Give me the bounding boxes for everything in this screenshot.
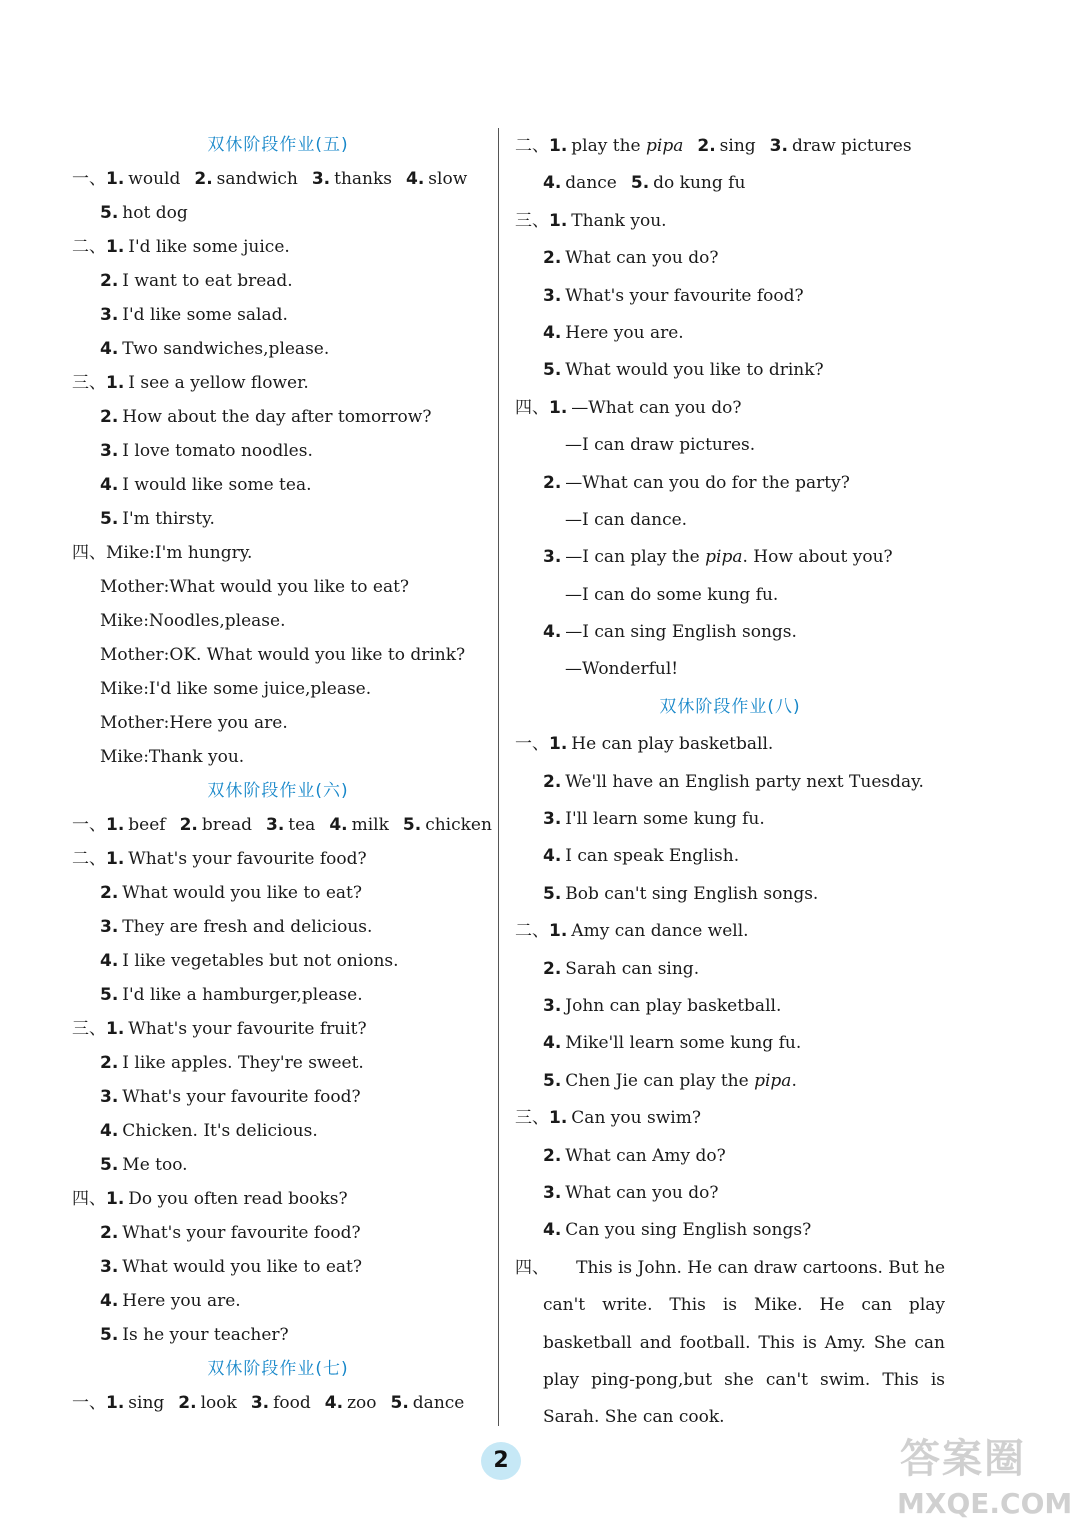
answer-line	[72, 808, 492, 842]
answer-text: I'd like a hamburger,please.	[122, 985, 363, 1005]
item-number: 2.	[194, 169, 213, 189]
answer-text: What's your favourite food?	[565, 285, 804, 306]
answer-line	[515, 128, 945, 165]
answer-text: I like apples. They're sweet.	[122, 1053, 364, 1073]
page-number: 2	[481, 1442, 521, 1480]
part-marker: 四、	[515, 397, 549, 418]
item-number: 5.	[100, 1155, 119, 1175]
item-number: 3.	[250, 1393, 270, 1413]
answer-text: beef	[128, 815, 166, 835]
item-number: 1.	[106, 1189, 125, 1209]
part-marker: 一、	[72, 1393, 106, 1413]
answer-text: Is he your teacher?	[122, 1325, 289, 1345]
item-number: 1.	[549, 1108, 568, 1129]
item-number: 3.	[311, 169, 331, 189]
answer-text: I'd like some juice.	[128, 237, 290, 257]
answer-text: milk	[351, 815, 389, 835]
item-number: 4.	[100, 475, 119, 495]
answer-line	[515, 1175, 945, 1212]
item-number: 4.	[324, 1393, 344, 1413]
answer-text: Here you are.	[122, 1291, 241, 1311]
answer-text: bread	[201, 815, 252, 835]
answer-text: Do you often read books?	[128, 1189, 348, 1209]
item-number: 1.	[106, 1393, 125, 1413]
item-number: 4.	[543, 322, 562, 343]
answer-line	[72, 876, 484, 910]
answer-text: How about the day after tomorrow?	[122, 407, 432, 427]
answer-line	[72, 978, 484, 1012]
dialogue-line: Mike:Noodles,please.	[100, 611, 286, 631]
dialogue-line	[515, 539, 945, 576]
item-number: 1.	[106, 849, 125, 869]
item-number: 3.	[100, 1087, 119, 1107]
answer-text: Two sandwiches,please.	[122, 339, 330, 359]
item-number: 4.	[100, 1121, 119, 1141]
answer-text: pipa	[705, 547, 743, 568]
answer-text: John can play basketball.	[565, 995, 782, 1016]
answer-line	[72, 196, 484, 230]
watermark-text: MXQE.COM	[897, 1487, 1072, 1520]
answer-line	[72, 400, 484, 434]
answer-line	[515, 315, 945, 352]
item-number: 5.	[630, 173, 650, 194]
item-number: 2.	[543, 958, 562, 979]
part-marker: 三、	[72, 1019, 106, 1039]
answer-line	[72, 1386, 484, 1420]
item-number: 1.	[106, 373, 125, 393]
answer-text: look	[200, 1393, 237, 1413]
item-number: 5.	[543, 883, 562, 904]
dialogue-line: Mother:Here you are.	[100, 713, 288, 733]
answer-text: What can you do?	[565, 248, 719, 269]
section-title: 双休阶段作业(五)	[207, 135, 349, 155]
answer-line	[72, 468, 484, 502]
answer-text: He can play basketball.	[571, 734, 774, 755]
answer-text: thanks	[334, 169, 392, 189]
answer-line	[515, 352, 945, 389]
dialogue-line	[515, 390, 945, 427]
answer-text: chicken	[425, 815, 492, 835]
section-title: 双休阶段作业(八)	[659, 696, 801, 717]
part-marker: 三、	[515, 210, 549, 231]
answer-text: I see a yellow flower.	[128, 373, 309, 393]
answer-text: dance	[565, 173, 617, 194]
answer-line	[515, 1212, 945, 1249]
answer-text: I can speak English.	[565, 846, 740, 867]
answer-text: We'll have an English party next Tuesday.	[565, 771, 924, 792]
answer-line	[72, 434, 484, 468]
dialogue-line	[515, 614, 945, 651]
answer-text: What can you do?	[565, 1182, 719, 1203]
item-number: 2.	[100, 1053, 119, 1073]
item-number: 4.	[543, 173, 562, 194]
item-number: 2.	[179, 815, 198, 835]
answer-text: pipa	[646, 136, 684, 156]
left-column	[72, 128, 492, 1420]
item-number: 3.	[100, 305, 119, 325]
item-number: 2.	[100, 1223, 119, 1243]
item-number: 2.	[100, 883, 119, 903]
answer-text: Mike:I'm hungry.	[106, 543, 253, 563]
answer-text: Thank you.	[571, 210, 667, 231]
answer-text: What would you like to drink?	[565, 360, 824, 381]
part-marker: 一、	[515, 734, 549, 755]
item-number: 2.	[100, 271, 119, 291]
answer-line	[72, 1046, 484, 1080]
answer-text: food	[273, 1393, 311, 1413]
part-marker: 四、	[515, 1257, 550, 1278]
answer-text: They are fresh and delicious.	[122, 917, 373, 937]
answer-text: —What can you do for the party?	[565, 472, 850, 493]
answer-line	[72, 162, 484, 196]
item-number: 5.	[100, 509, 119, 529]
answer-line	[72, 1080, 484, 1114]
answer-line	[515, 278, 945, 315]
answer-text: What's your favourite food?	[122, 1223, 361, 1243]
answer-line	[515, 838, 945, 875]
item-number: 3.	[100, 917, 119, 937]
item-number: 2.	[543, 472, 562, 493]
part-marker: 三、	[515, 1108, 549, 1129]
part-marker: 二、	[515, 921, 549, 942]
answer-text: I would like some tea.	[122, 475, 312, 495]
part-marker: 一、	[72, 815, 106, 835]
answer-text: Mike'll learn some kung fu.	[565, 1033, 802, 1054]
item-number: 1.	[549, 734, 568, 755]
answer-text: I want to eat bread.	[122, 271, 293, 291]
watermark-text: 答案圈	[900, 1436, 1026, 1482]
answer-text: I'm thirsty.	[122, 509, 215, 529]
answer-text: sing	[719, 136, 756, 156]
answer-text: I like vegetables but not onions.	[122, 951, 399, 971]
answer-text: zoo	[347, 1393, 377, 1413]
answer-line	[515, 913, 945, 950]
answer-line	[515, 240, 945, 277]
answer-text: dance	[412, 1393, 465, 1413]
item-number: 2.	[178, 1393, 197, 1413]
dialogue-line: —Wonderful!	[565, 659, 679, 680]
answer-line	[72, 230, 484, 264]
answer-text: Can you swim?	[571, 1108, 701, 1129]
column-divider	[498, 128, 499, 1426]
item-number: 4.	[329, 815, 348, 835]
dialogue-line: —I can dance.	[565, 509, 688, 530]
item-number: 1.	[549, 397, 568, 418]
answer-line	[72, 944, 484, 978]
answer-line	[72, 1148, 484, 1182]
answer-text: slow	[428, 169, 468, 189]
item-number: 1.	[106, 169, 125, 189]
item-number: 1.	[549, 210, 568, 231]
answer-text: Sarah can sing.	[565, 958, 700, 979]
answer-line	[72, 366, 484, 400]
answer-line	[515, 988, 945, 1025]
answer-line	[515, 1063, 945, 1100]
answer-line	[72, 1284, 484, 1318]
item-number: 2.	[100, 407, 119, 427]
item-number: 3.	[769, 136, 788, 156]
dialogue-line	[515, 465, 945, 502]
answer-text: play the	[571, 136, 641, 156]
part-marker: 三、	[72, 373, 106, 393]
answer-line	[515, 726, 945, 763]
item-number: 3.	[543, 809, 562, 830]
answer-line	[72, 1012, 484, 1046]
answer-line	[72, 332, 484, 366]
item-number: 1.	[549, 136, 568, 156]
dialogue-line: —I can do some kung fu.	[565, 584, 779, 605]
answer-line	[72, 264, 484, 298]
answer-text: Amy can dance well.	[571, 921, 749, 942]
answer-line	[515, 764, 945, 801]
item-number: 1.	[106, 1019, 125, 1039]
answer-line	[515, 1100, 945, 1137]
item-number: 3.	[543, 995, 562, 1016]
dialogue-line: —I can draw pictures.	[565, 435, 756, 456]
answer-line	[72, 502, 484, 536]
item-number: 4.	[543, 1220, 562, 1241]
item-number: 2.	[697, 136, 716, 156]
right-column	[515, 128, 945, 1437]
answer-text: —I can sing English songs.	[565, 622, 797, 643]
part-marker: 二、	[72, 237, 106, 257]
item-number: 3.	[543, 285, 562, 306]
item-number: 3.	[543, 1182, 562, 1203]
answer-text: What would you like to eat?	[122, 1257, 362, 1277]
item-number: 3.	[543, 547, 562, 568]
item-number: 2.	[543, 771, 562, 792]
answer-line	[515, 1025, 945, 1062]
item-number: 1.	[106, 237, 125, 257]
answer-line	[72, 1216, 484, 1250]
answer-text: sing	[128, 1393, 165, 1413]
answer-text: What's your favourite fruit?	[128, 1019, 367, 1039]
answer-text: do kung fu	[653, 173, 746, 194]
answer-line	[515, 203, 945, 240]
answer-line	[515, 951, 945, 988]
dialogue-line: Mike:Thank you.	[100, 747, 245, 767]
answer-line	[515, 876, 945, 913]
part-marker: 一、	[72, 169, 106, 189]
answer-text: tea	[288, 815, 316, 835]
answer-text: —I can play the	[565, 547, 700, 568]
answer-line	[72, 1114, 484, 1148]
item-number: 2.	[543, 248, 562, 269]
item-number: 4.	[543, 622, 562, 643]
item-number: 4.	[543, 1033, 562, 1054]
answer-paragraph	[515, 1250, 945, 1437]
answer-text: Me too.	[122, 1155, 188, 1175]
answer-text: What can Amy do?	[565, 1145, 726, 1166]
item-number: 5.	[543, 360, 562, 381]
answer-text: Can you sing English songs?	[565, 1220, 812, 1241]
item-number: 3.	[100, 1257, 119, 1277]
item-number: 4.	[406, 169, 425, 189]
part-marker: 四、	[72, 543, 106, 563]
item-number: 4.	[100, 951, 119, 971]
answer-line	[515, 801, 945, 838]
section-title: 双休阶段作业(六)	[207, 781, 349, 801]
item-number: 4.	[100, 1291, 119, 1311]
answer-line	[72, 1250, 484, 1284]
dialogue-line	[72, 536, 484, 570]
answer-text: I'd like some salad.	[122, 305, 288, 325]
item-number: 5.	[543, 1070, 562, 1091]
answer-text: I'll learn some kung fu.	[565, 809, 765, 830]
item-number: 1.	[549, 921, 568, 942]
answer-text: sandwich	[216, 169, 298, 189]
answer-text: .	[791, 1070, 797, 1091]
answer-text: . How about you?	[742, 547, 893, 568]
answer-text: Chicken. It's delicious.	[122, 1121, 318, 1141]
answer-text: Chen Jie can play the	[565, 1070, 749, 1091]
answer-line	[72, 1318, 484, 1352]
item-number: 5.	[100, 1325, 119, 1345]
item-number: 3.	[100, 441, 119, 461]
answer-text: What's your favourite food?	[122, 1087, 361, 1107]
answer-text: Bob can't sing English songs.	[565, 883, 819, 904]
dialogue-line: Mike:I'd like some juice,please.	[100, 679, 372, 699]
item-number: 3.	[265, 815, 285, 835]
answer-line	[72, 1182, 484, 1216]
answer-text: pipa	[754, 1070, 792, 1091]
part-marker: 四、	[72, 1189, 106, 1209]
answer-line	[515, 1138, 945, 1175]
answer-text: What would you like to eat?	[122, 883, 362, 903]
answer-line	[72, 298, 484, 332]
watermark-logo	[897, 1432, 1072, 1532]
answer-text: I love tomato noodles.	[122, 441, 313, 461]
item-number: 4.	[543, 846, 562, 867]
answer-text: Here you are.	[565, 322, 684, 343]
answer-text: draw pictures	[791, 136, 912, 156]
item-number: 5.	[390, 1393, 409, 1413]
dialogue-line: Mother:OK. What would you like to drink?	[100, 645, 466, 665]
item-number: 5.	[402, 815, 422, 835]
item-number: 5.	[100, 985, 119, 1005]
answer-text: What's your favourite food?	[128, 849, 367, 869]
answer-text: hot dog	[122, 203, 188, 223]
answer-text: This is John. He can draw cartoons. But he can't write. This is Mike. He can play basketball and football. This is Amy. She can play ping-pong,but she can't swim. This is Sarah. She can cook.	[543, 1257, 946, 1428]
answer-text: —What can you do?	[571, 397, 742, 418]
answer-line	[72, 842, 484, 876]
part-marker: 二、	[515, 136, 549, 156]
item-number: 1.	[106, 815, 125, 835]
answer-line	[72, 910, 484, 944]
answer-text: would	[128, 169, 181, 189]
part-marker: 二、	[72, 849, 106, 869]
section-title: 双休阶段作业(七)	[207, 1359, 349, 1379]
item-number: 5.	[100, 203, 119, 223]
answer-line	[515, 165, 945, 202]
item-number: 4.	[100, 339, 119, 359]
item-number: 2.	[543, 1145, 562, 1166]
dialogue-line: Mother:What would you like to eat?	[100, 577, 410, 597]
